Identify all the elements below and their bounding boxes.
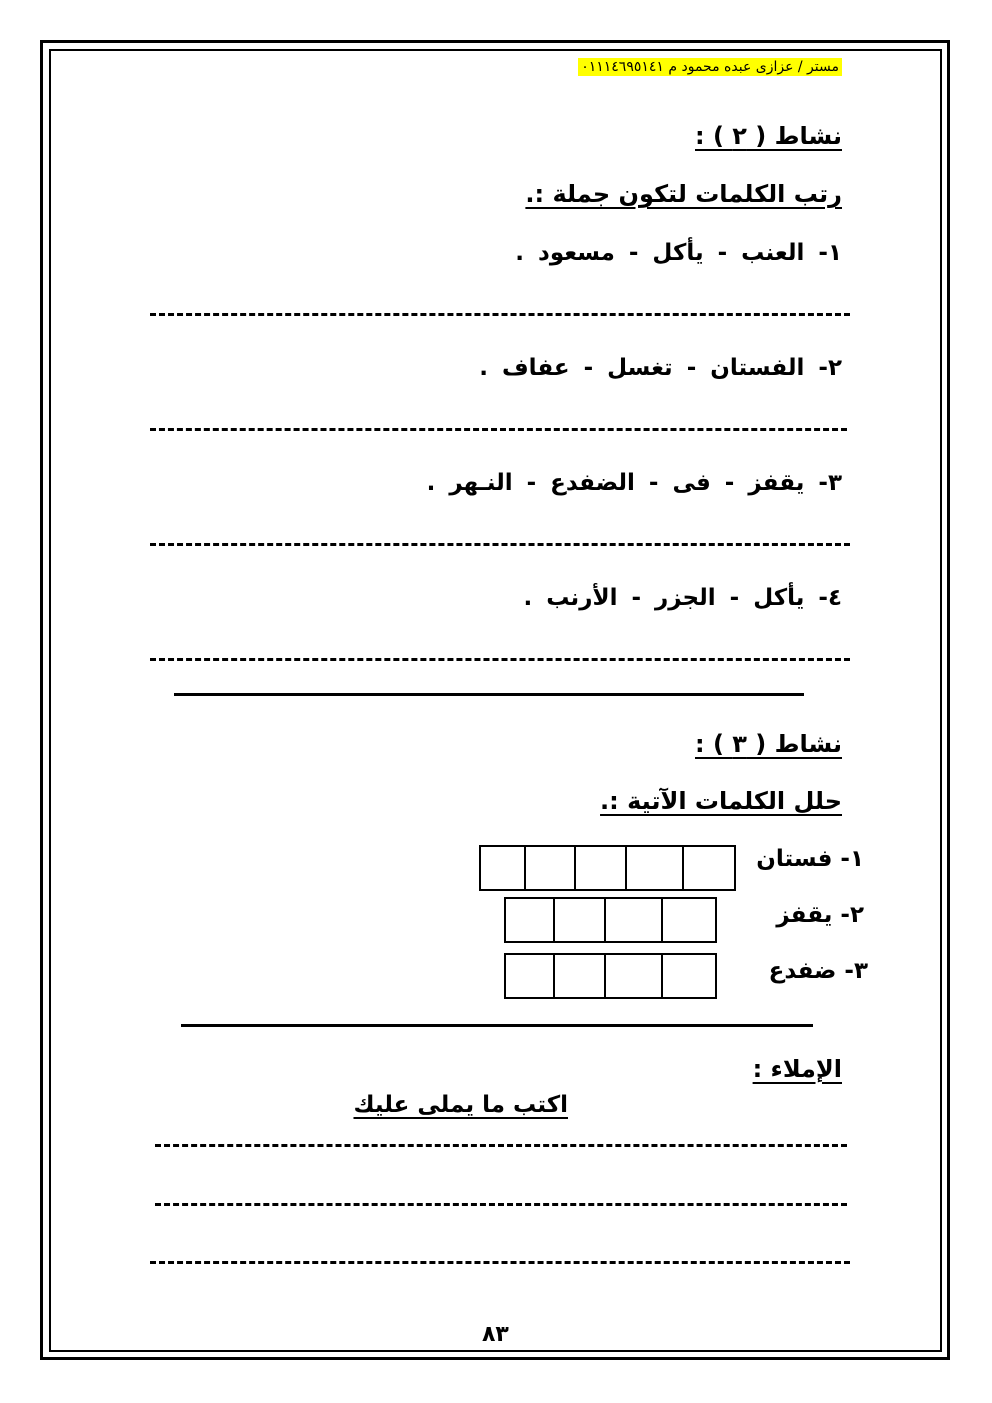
activity-2-item-4: ٤- يأكل - الجزر - الأرنب . <box>523 585 842 611</box>
letter-box[interactable] <box>574 847 625 889</box>
answer-line-3 <box>150 543 850 546</box>
activity-3-instruction: حلل الكلمات الآتية :. <box>600 787 842 815</box>
answer-line-1 <box>150 313 850 316</box>
dictation-line-1 <box>155 1144 847 1147</box>
activity-2-item-2: ٢- الفستان - تغسل - عفاف . <box>479 355 842 381</box>
dictation-title: الإملاء : <box>752 1055 842 1083</box>
teacher-contact-note: مستر / عزازى عبده محمود م ٠١١١٤٦٩٥١٤١ <box>578 58 842 76</box>
section-separator-2 <box>181 1024 813 1027</box>
letter-boxes-3 <box>504 953 717 999</box>
letter-boxes-1 <box>479 845 736 891</box>
letter-box[interactable] <box>553 899 604 941</box>
activity-2-item-3: ٣- يقفز - فى - الضفدع - النـهر . <box>426 470 842 496</box>
dictation-line-3 <box>150 1261 850 1264</box>
activity-2-instruction: رتب الكلمات لتكون جملة :. <box>525 180 842 208</box>
answer-line-2 <box>150 428 847 431</box>
word-item-1: ١- فستان <box>756 846 864 872</box>
letter-box[interactable] <box>604 899 661 941</box>
letter-box[interactable] <box>506 955 553 997</box>
letter-box[interactable] <box>481 847 524 889</box>
dictation-line-2 <box>155 1203 847 1206</box>
letter-boxes-2 <box>504 897 717 943</box>
activity-2-title: نشاط ( ٢ ) : <box>695 122 842 150</box>
letter-box[interactable] <box>506 899 553 941</box>
letter-box[interactable] <box>625 847 682 889</box>
letter-box[interactable] <box>524 847 573 889</box>
word-item-3: ٣- ضفدع <box>768 958 868 984</box>
letter-box[interactable] <box>661 899 715 941</box>
activity-2-item-1: ١- العنب - يأكل - مسعود . <box>515 240 842 266</box>
answer-line-4 <box>150 658 850 661</box>
page-number: ٨٣ <box>482 1322 509 1347</box>
letter-box[interactable] <box>682 847 734 889</box>
activity-3-title: نشاط ( ٣ ) : <box>695 730 842 758</box>
letter-box[interactable] <box>661 955 715 997</box>
letter-box[interactable] <box>604 955 661 997</box>
section-separator-1 <box>174 693 804 696</box>
word-item-2: ٢- يقفز <box>776 902 864 928</box>
dictation-instruction: اكتب ما يملى عليك <box>353 1092 568 1118</box>
letter-box[interactable] <box>553 955 604 997</box>
